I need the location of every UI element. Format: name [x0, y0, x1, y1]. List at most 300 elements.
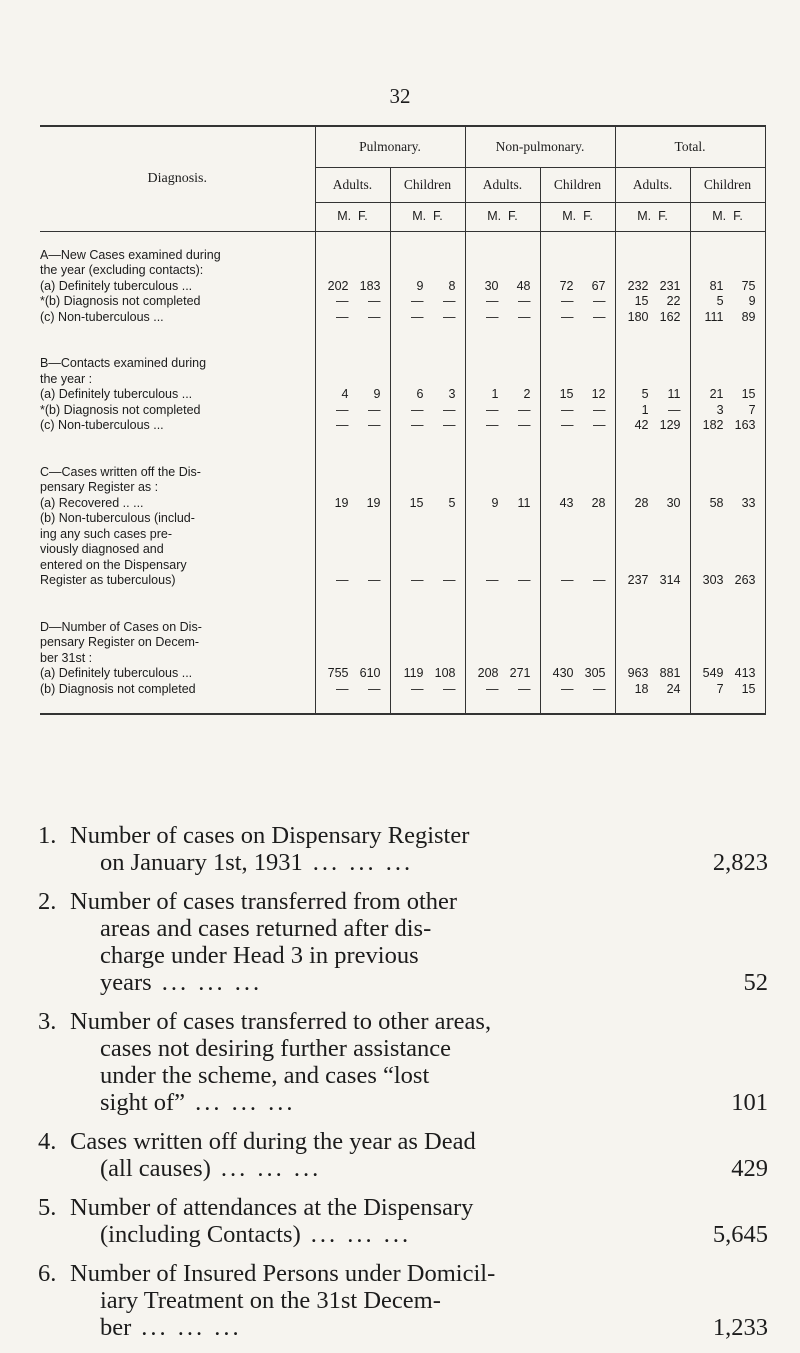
value-pair-cell — [315, 418, 390, 434]
empty-cell — [540, 263, 615, 279]
note-value: 1,233 — [712, 1314, 768, 1341]
value-female: 305 — [584, 666, 606, 680]
value-female: 129 — [659, 418, 681, 432]
value-female: 48 — [516, 278, 531, 293]
value-male: 18 — [634, 681, 649, 696]
value-pair-cell — [465, 418, 540, 434]
note-text: sight of” ... ... ... — [100, 1089, 296, 1116]
spacer-cell — [390, 449, 465, 465]
spacer-cell — [615, 232, 690, 248]
spacer-cell — [540, 434, 615, 450]
value-female: — — [668, 402, 681, 417]
value-pair-cell — [465, 403, 540, 419]
value-pair-cell — [615, 403, 690, 419]
value-male: 15 — [559, 387, 574, 401]
empty-cell — [315, 527, 390, 543]
value-pair-cell — [465, 573, 540, 589]
section-title: B—Contacts examined during — [40, 356, 207, 370]
empty-cell — [690, 263, 765, 279]
value-female: — — [368, 402, 381, 417]
row-label: (a) Definitely tuberculous ... — [40, 387, 193, 401]
value-female: 2 — [523, 387, 531, 401]
note-text: Cases written off during the year as Dead — [70, 1128, 476, 1155]
female-header: F. — [433, 209, 443, 224]
value-male: — — [336, 309, 349, 324]
value-male: — — [411, 418, 424, 432]
empty-cell — [465, 527, 540, 543]
empty-cell — [390, 511, 465, 527]
empty-cell — [615, 527, 690, 543]
value-female: — — [593, 418, 606, 432]
value-male: — — [561, 418, 574, 432]
note-text: Number of cases on Dispensary Register — [70, 822, 470, 849]
empty-cell — [390, 527, 465, 543]
spacer-cell — [690, 589, 765, 605]
value-female: — — [368, 418, 381, 432]
value-female: — — [368, 294, 381, 308]
empty-cell — [465, 465, 540, 481]
row-label: (b) Diagnosis not completed — [40, 681, 196, 696]
value-pair-cell — [690, 666, 765, 682]
tuberculosis-statistics-table — [40, 125, 766, 715]
empty-cell — [315, 635, 390, 651]
empty-cell — [540, 527, 615, 543]
value-pair-cell — [315, 666, 390, 682]
value-pair-cell — [690, 418, 765, 434]
value-pair-cell — [315, 496, 390, 512]
note-item — [38, 1194, 768, 1248]
value-female: 22 — [666, 294, 681, 308]
spacer-cell — [540, 341, 615, 357]
empty-cell — [540, 248, 615, 264]
value-male: 755 — [327, 666, 349, 680]
value-female: — — [593, 402, 606, 417]
empty-cell — [690, 635, 765, 651]
empty-cell — [315, 372, 390, 388]
spacer-cell — [315, 232, 390, 248]
value-female: 271 — [509, 666, 531, 680]
empty-cell — [465, 480, 540, 496]
value-pair-cell — [690, 682, 765, 698]
empty-cell — [390, 651, 465, 667]
spacer-cell — [615, 589, 690, 605]
value-female: — — [518, 573, 531, 587]
empty-cell — [315, 480, 390, 496]
value-pair-cell — [615, 310, 690, 326]
spacer-cell — [465, 449, 540, 465]
value-male: 19 — [334, 495, 349, 510]
empty-cell — [540, 558, 615, 574]
spacer-cell — [390, 434, 465, 450]
value-female: — — [368, 309, 381, 324]
value-female: — — [593, 573, 606, 587]
value-pair-cell — [540, 294, 615, 310]
value-female: — — [443, 573, 456, 587]
value-female: 610 — [359, 666, 381, 680]
value-female: — — [518, 681, 531, 696]
value-pair-cell — [540, 496, 615, 512]
empty-cell — [315, 263, 390, 279]
female-header: F. — [508, 209, 518, 224]
note-text: on January 1st, 1931 ... ... ... — [100, 849, 414, 876]
male-header: M. — [637, 209, 652, 224]
value-male: 237 — [627, 573, 649, 587]
empty-cell — [690, 356, 765, 372]
empty-cell — [615, 248, 690, 264]
value-pair-cell — [315, 403, 390, 419]
male-header: M. — [562, 209, 577, 224]
value-male: 180 — [627, 309, 649, 324]
spacer-cell — [390, 604, 465, 620]
row-label: (c) Non-tuberculous ... — [40, 309, 164, 324]
female-header: F. — [733, 209, 743, 224]
section-title: ber 31st : — [40, 650, 93, 665]
empty-cell — [390, 248, 465, 264]
value-pair-cell — [315, 573, 390, 589]
row-label: (b) Non-tuberculous (includ- — [40, 511, 195, 525]
spacer-cell — [690, 697, 765, 714]
value-pair-cell — [390, 418, 465, 434]
value-female: 11 — [667, 387, 681, 401]
value-pair-cell — [390, 573, 465, 589]
value-pair-cell — [540, 573, 615, 589]
value-pair-cell — [615, 682, 690, 698]
spacer-cell — [315, 449, 390, 465]
spacer-cell — [615, 697, 690, 714]
note-text: cases not desiring further assistance — [100, 1035, 452, 1062]
female-header: F. — [583, 209, 593, 224]
value-female: — — [593, 294, 606, 308]
value-male: 6 — [416, 387, 424, 401]
spacer-cell — [315, 697, 390, 714]
value-male: 182 — [702, 418, 724, 432]
empty-cell — [690, 542, 765, 558]
value-male: 3 — [716, 402, 724, 417]
value-male: — — [561, 402, 574, 417]
row-label: (c) Non-tuberculous ... — [40, 418, 164, 432]
value-male: — — [411, 309, 424, 324]
value-female: 24 — [666, 681, 681, 696]
note-item — [38, 822, 768, 876]
value-male: — — [411, 573, 424, 587]
value-male: 15 — [409, 495, 424, 510]
sex-header-cell — [540, 203, 615, 232]
value-female: — — [368, 573, 381, 587]
empty-cell — [615, 558, 690, 574]
value-male: — — [561, 294, 574, 308]
note-number: 1. — [38, 822, 57, 849]
empty-cell — [690, 558, 765, 574]
value-pair-cell — [315, 294, 390, 310]
note-text: years ... ... ... — [100, 969, 263, 996]
spacer-cell — [540, 697, 615, 714]
value-female: — — [368, 681, 381, 696]
value-pair-cell — [615, 387, 690, 403]
value-female: 108 — [434, 666, 456, 680]
value-pair-cell — [390, 279, 465, 295]
value-male: 119 — [403, 666, 424, 680]
value-male: 7 — [716, 681, 724, 696]
value-pair-cell — [690, 573, 765, 589]
value-male: 43 — [559, 495, 574, 510]
value-male: — — [336, 681, 349, 696]
row-label: (a) Definitely tuberculous ... — [40, 666, 193, 680]
value-female: 231 — [659, 278, 681, 293]
value-male: — — [486, 418, 499, 432]
value-female: 314 — [659, 573, 681, 587]
empty-cell — [465, 248, 540, 264]
empty-cell — [540, 356, 615, 372]
empty-cell — [465, 542, 540, 558]
sub-header-nonpulmonary-children: Children — [540, 168, 615, 203]
value-male: — — [411, 681, 424, 696]
empty-cell — [690, 248, 765, 264]
note-text: (including Contacts) ... ... ... — [100, 1221, 412, 1248]
value-male: 58 — [709, 495, 724, 510]
value-pair-cell — [615, 279, 690, 295]
empty-cell — [690, 511, 765, 527]
note-number: 2. — [38, 888, 57, 915]
leader-dots: ... ... ... — [195, 1089, 296, 1116]
value-female: 163 — [734, 418, 756, 432]
value-pair-cell — [690, 403, 765, 419]
value-pair-cell — [690, 496, 765, 512]
empty-cell — [540, 620, 615, 636]
spacer-cell — [315, 434, 390, 450]
empty-cell — [615, 480, 690, 496]
empty-cell — [315, 542, 390, 558]
empty-cell — [615, 372, 690, 388]
empty-cell — [390, 480, 465, 496]
value-female: 11 — [517, 495, 531, 510]
note-text: areas and cases returned after dis- — [100, 915, 432, 942]
spacer-cell — [315, 341, 390, 357]
sub-header-pulmonary-adults: Adults. — [315, 168, 390, 203]
empty-cell — [540, 651, 615, 667]
spacer-cell — [465, 604, 540, 620]
spacer-cell — [690, 232, 765, 248]
empty-cell — [390, 263, 465, 279]
value-male: — — [561, 681, 574, 696]
value-pair-cell — [540, 387, 615, 403]
value-pair-cell — [615, 573, 690, 589]
note-item — [38, 888, 768, 996]
empty-cell — [315, 356, 390, 372]
sex-header-cell — [615, 203, 690, 232]
value-male: 4 — [341, 387, 349, 401]
spacer-cell — [465, 341, 540, 357]
value-male: 81 — [709, 278, 724, 293]
value-male: — — [336, 573, 349, 587]
group-header-non-pulmonary: Non-pulmonary. — [465, 126, 615, 168]
value-female: — — [443, 402, 456, 417]
sub-header-total-adults: Adults. — [615, 168, 690, 203]
empty-cell — [315, 620, 390, 636]
spacer-cell — [690, 604, 765, 620]
empty-cell — [390, 558, 465, 574]
empty-cell — [690, 480, 765, 496]
empty-cell — [465, 558, 540, 574]
spacer-cell — [315, 604, 390, 620]
section-title: C—Cases written off the Dis- — [40, 464, 201, 479]
spacer-cell — [390, 325, 465, 341]
value-male: 15 — [634, 294, 649, 308]
empty-cell — [615, 635, 690, 651]
value-male: 232 — [627, 278, 649, 293]
value-male: 549 — [702, 666, 724, 680]
value-female: — — [518, 418, 531, 432]
value-pair-cell — [615, 294, 690, 310]
value-pair-cell — [465, 496, 540, 512]
value-female: — — [518, 309, 531, 324]
value-pair-cell — [315, 279, 390, 295]
spacer-cell — [40, 232, 315, 248]
empty-cell — [690, 527, 765, 543]
spacer-cell — [615, 604, 690, 620]
note-item — [38, 1008, 768, 1116]
value-male: — — [336, 418, 349, 432]
value-male: 1 — [641, 402, 649, 417]
empty-cell — [540, 372, 615, 388]
note-number: 4. — [38, 1128, 57, 1155]
value-pair-cell — [390, 310, 465, 326]
value-male: 72 — [559, 278, 574, 293]
note-text: under the scheme, and cases “lost — [100, 1062, 430, 1089]
value-male: 111 — [704, 309, 724, 324]
value-female: 7 — [748, 402, 756, 417]
value-male: — — [336, 402, 349, 417]
note-item — [38, 1260, 768, 1341]
value-male: 430 — [552, 666, 574, 680]
spacer-cell — [540, 604, 615, 620]
spacer-cell — [465, 589, 540, 605]
spacer-cell — [465, 434, 540, 450]
row-label: *(b) Diagnosis not completed — [40, 402, 201, 417]
empty-cell — [465, 511, 540, 527]
empty-cell — [615, 620, 690, 636]
value-pair-cell — [390, 403, 465, 419]
value-male: — — [411, 294, 424, 308]
empty-cell — [540, 465, 615, 481]
spacer-cell — [40, 589, 315, 605]
sex-header-cell — [465, 203, 540, 232]
value-male: 1 — [491, 387, 499, 401]
value-male: — — [561, 309, 574, 324]
male-header: M. — [487, 209, 502, 224]
empty-cell — [390, 620, 465, 636]
value-male: — — [486, 294, 499, 308]
value-pair-cell — [615, 666, 690, 682]
value-female: 9 — [748, 294, 756, 308]
value-male: 9 — [416, 278, 424, 293]
value-pair-cell — [540, 403, 615, 419]
spacer-cell — [465, 232, 540, 248]
value-female: 19 — [366, 495, 381, 510]
value-pair-cell — [540, 279, 615, 295]
spacer-cell — [40, 697, 315, 714]
spacer-cell — [690, 341, 765, 357]
spacer-cell — [540, 232, 615, 248]
section-title: A—New Cases examined during — [40, 247, 221, 262]
empty-cell — [615, 651, 690, 667]
spacer-cell — [40, 604, 315, 620]
note-number: 5. — [38, 1194, 57, 1221]
value-pair-cell — [465, 279, 540, 295]
value-pair-cell — [690, 294, 765, 310]
empty-cell — [465, 263, 540, 279]
empty-cell — [315, 465, 390, 481]
spacer-cell — [40, 341, 315, 357]
value-pair-cell — [540, 418, 615, 434]
value-pair-cell — [690, 310, 765, 326]
row-label: (a) Definitely tuberculous ... — [40, 278, 193, 293]
sex-header-cell — [690, 203, 765, 232]
empty-cell — [465, 372, 540, 388]
value-female: 413 — [734, 666, 756, 680]
value-female: 162 — [659, 309, 681, 324]
value-pair-cell — [390, 294, 465, 310]
sub-header-total-children: Children — [690, 168, 765, 203]
note-value: 52 — [743, 969, 768, 996]
value-female: 33 — [741, 495, 756, 510]
summary-notes — [38, 822, 768, 1353]
empty-cell — [390, 356, 465, 372]
note-text: Number of cases transferred from other — [70, 888, 458, 915]
row-label: ing any such cases pre- — [40, 526, 173, 541]
value-female: 881 — [659, 666, 681, 680]
spacer-cell — [540, 449, 615, 465]
spacer-cell — [315, 325, 390, 341]
row-label: viously diagnosed and — [40, 542, 164, 556]
value-male: — — [486, 573, 499, 587]
spacer-cell — [40, 449, 315, 465]
value-male: 21 — [709, 387, 724, 401]
value-male: — — [486, 681, 499, 696]
sex-header-cell — [315, 203, 390, 232]
value-male: 9 — [491, 495, 499, 510]
group-header-pulmonary: Pulmonary. — [315, 126, 465, 168]
value-pair-cell — [390, 387, 465, 403]
value-pair-cell — [540, 682, 615, 698]
value-female: 8 — [448, 278, 456, 293]
empty-cell — [615, 511, 690, 527]
group-header-total: Total. — [615, 126, 765, 168]
spacer-cell — [540, 325, 615, 341]
value-female: — — [443, 418, 456, 432]
value-pair-cell — [615, 418, 690, 434]
value-male: — — [486, 402, 499, 417]
value-pair-cell — [465, 294, 540, 310]
value-pair-cell — [690, 279, 765, 295]
male-header: M. — [412, 209, 427, 224]
value-pair-cell — [465, 666, 540, 682]
spacer-cell — [615, 434, 690, 450]
value-female: — — [443, 309, 456, 324]
value-female: 5 — [448, 495, 456, 510]
empty-cell — [390, 542, 465, 558]
empty-cell — [390, 465, 465, 481]
value-female: — — [518, 402, 531, 417]
spacer-cell — [690, 434, 765, 450]
value-female: 9 — [373, 387, 381, 401]
value-male: 208 — [477, 666, 499, 680]
value-pair-cell — [465, 387, 540, 403]
section-title: the year (excluding contacts): — [40, 263, 204, 277]
empty-cell — [540, 511, 615, 527]
value-male: 5 — [641, 387, 649, 401]
value-pair-cell — [540, 666, 615, 682]
empty-cell — [390, 635, 465, 651]
